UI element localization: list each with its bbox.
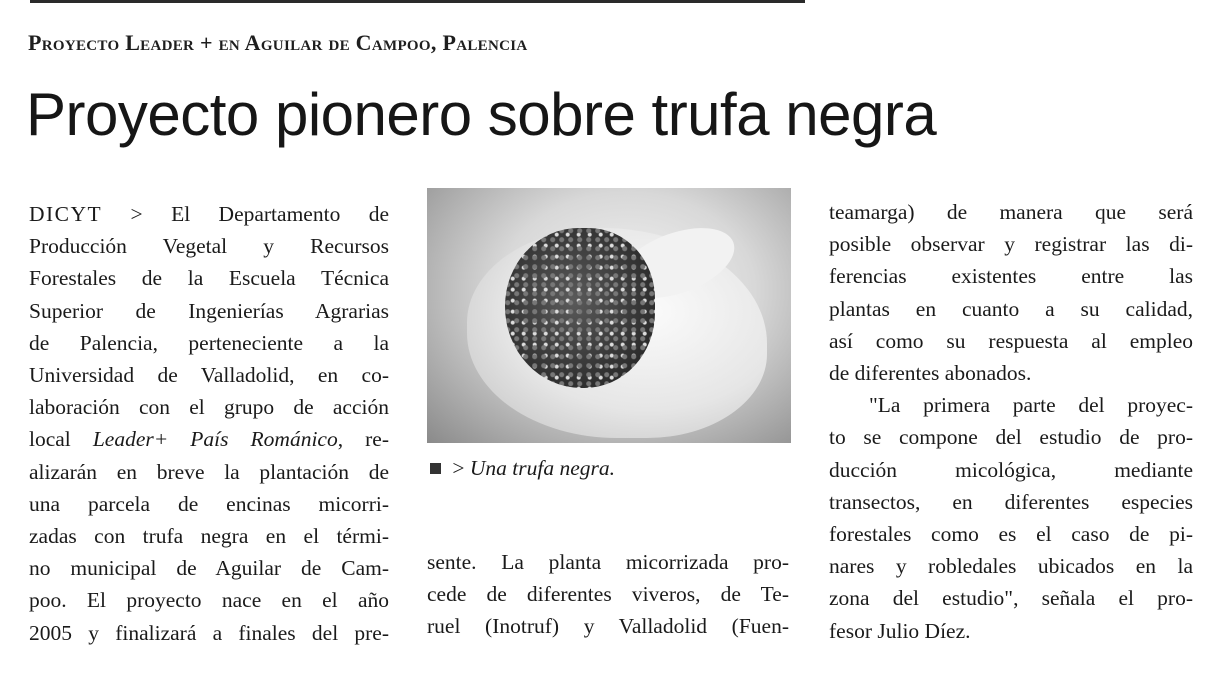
body-line: fesor Julio Díez. (829, 618, 971, 643)
body-line: posible observar y registrar las di- (829, 232, 1193, 257)
article-column-1 (29, 198, 389, 649)
caption-text: Una trufa negra. (469, 456, 616, 480)
body-line: no municipal de Aguilar de Cam- (29, 556, 389, 581)
body-line: zadas con trufa negra en el térmi- (29, 524, 389, 549)
body-line: así como su respuesta al empleo (829, 328, 1193, 353)
body-line: Universidad de Valladolid, en co- (29, 363, 389, 388)
body-line: de diferentes abonados. (829, 361, 1032, 386)
photo-caption: > Una trufa negra. (430, 456, 615, 481)
body-line: poo. El proyecto nace en el año (29, 588, 389, 613)
body-line: plantas en cuanto a su calidad, (829, 296, 1193, 321)
body-line: alizarán en breve la plantación de (29, 459, 389, 484)
body-line: 2005 y finalizará a finales del pre- (29, 620, 389, 645)
top-rule (30, 0, 805, 3)
body-line: cede de diferentes viveros, de Te- (427, 582, 789, 607)
caption-marker-icon (430, 463, 441, 474)
body-line: "La primera parte del proyec- (869, 393, 1193, 418)
body-line: una parcela de encinas micorri- (29, 491, 389, 516)
byline-separator: > (102, 202, 172, 226)
body-line: Superior de Ingenierías Agrarias (29, 298, 389, 323)
body-line: DICYT > El Departamento de (29, 202, 389, 226)
body-line: Forestales de la Escuela Técnica (29, 266, 389, 291)
article-column-3 (829, 196, 1193, 647)
body-line: laboración con el grupo de acción (29, 395, 389, 420)
body-line: ducción micológica, mediante (829, 457, 1193, 482)
section-kicker: Proyecto Leader + en Aguilar de Campoo, Palencia (28, 30, 528, 55)
headline: Proyecto pionero sobre trufa negra (26, 81, 937, 148)
program-name: Leader+ País Románico (92, 427, 338, 452)
body-line: forestales como es el caso de pi- (829, 522, 1193, 547)
body-line: teamarga) de manera que será (829, 200, 1193, 224)
truffle-photo (427, 188, 791, 443)
body-line: Producción Vegetal y Recursos (29, 234, 389, 259)
body-line: nares y robledales ubicados en la (829, 554, 1193, 579)
byline: DICYT (29, 202, 103, 226)
body-line: ferencias existentes entre las (829, 264, 1193, 289)
body-line: to se compone del estudio de pro- (829, 425, 1193, 450)
body-line: de Palencia, perteneciente a la (29, 330, 389, 355)
body-line: local Leader+ País Románico, re- (29, 427, 389, 452)
truffle-shape (505, 228, 655, 388)
body-line: ruel (Inotruf) y Valladolid (Fuen- (427, 614, 789, 639)
body-line: transectos, en diferentes especies (829, 489, 1193, 514)
body-line: sente. La planta micorrizada pro- (427, 550, 789, 574)
body-line: zona del estudio", señala el pro- (829, 586, 1193, 611)
article-column-2 (427, 546, 789, 643)
